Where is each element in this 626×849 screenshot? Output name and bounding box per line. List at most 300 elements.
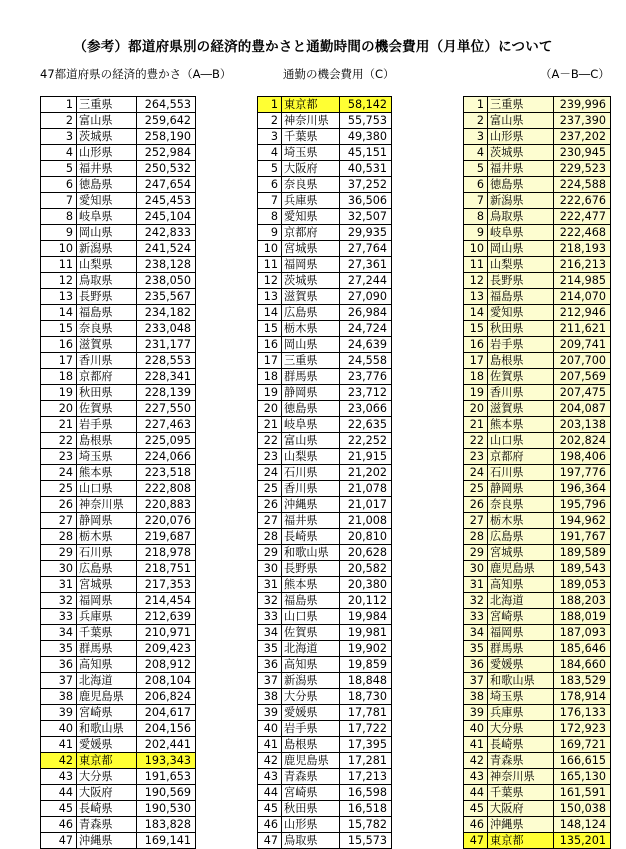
- prefecture-cell: 愛知県: [488, 305, 554, 321]
- value-cell: 178,914: [554, 689, 611, 705]
- rank-cell: 9: [464, 225, 488, 241]
- result-heading: （A－B―C）: [540, 67, 610, 81]
- table-row: [41, 401, 196, 417]
- rank-cell: 11: [258, 257, 282, 273]
- rank-cell: 40: [258, 721, 282, 737]
- prefecture-cell: 奈良県: [488, 497, 554, 513]
- prefecture-cell: 山口県: [282, 609, 340, 625]
- prefecture-cell: 神奈川県: [77, 497, 137, 513]
- table-row: [41, 177, 196, 193]
- table-row: [258, 641, 392, 657]
- table-row: [464, 753, 611, 769]
- rank-cell: 32: [464, 593, 488, 609]
- table-row: [258, 161, 392, 177]
- rank-cell: 22: [41, 433, 77, 449]
- rank-cell: 7: [464, 193, 488, 209]
- value-cell: 208,104: [137, 673, 196, 689]
- prefecture-cell: 鳥取県: [488, 209, 554, 225]
- value-cell: 209,741: [554, 337, 611, 353]
- table-row: [258, 369, 392, 385]
- prefecture-cell: 新潟県: [488, 193, 554, 209]
- rank-cell: 1: [41, 97, 77, 113]
- prefecture-cell: 新潟県: [282, 673, 340, 689]
- table-row: [41, 209, 196, 225]
- prefecture-cell: 千葉県: [77, 625, 137, 641]
- table-row: [41, 817, 196, 833]
- value-cell: 27,764: [340, 241, 392, 257]
- value-cell: 19,981: [340, 625, 392, 641]
- prefecture-cell: 青森県: [488, 753, 554, 769]
- value-cell: 165,130: [554, 769, 611, 785]
- table-row: [464, 641, 611, 657]
- table-row: [464, 113, 611, 129]
- rank-cell: 34: [41, 625, 77, 641]
- table-row: [464, 497, 611, 513]
- prefecture-cell: 長野県: [77, 289, 137, 305]
- table-row: [41, 737, 196, 753]
- value-cell: 172,923: [554, 721, 611, 737]
- rank-cell: 40: [41, 721, 77, 737]
- prefecture-cell: 宮城県: [282, 241, 340, 257]
- table-row: [258, 113, 392, 129]
- rank-cell: 19: [258, 385, 282, 401]
- table-row: [258, 529, 392, 545]
- value-cell: 209,423: [137, 641, 196, 657]
- rank-cell: 46: [464, 817, 488, 833]
- rank-cell: 14: [258, 305, 282, 321]
- prefecture-cell: 兵庫県: [77, 609, 137, 625]
- prefecture-cell: 大阪府: [488, 801, 554, 817]
- table-row: [258, 385, 392, 401]
- prefecture-cell: 三重県: [282, 353, 340, 369]
- value-cell: 222,468: [554, 225, 611, 241]
- rank-cell: 2: [258, 113, 282, 129]
- value-cell: 176,133: [554, 705, 611, 721]
- prefecture-cell: 徳島県: [282, 401, 340, 417]
- rank-cell: 42: [41, 753, 77, 769]
- prefecture-cell: 栃木県: [488, 513, 554, 529]
- value-cell: 212,639: [137, 609, 196, 625]
- table-row: [41, 513, 196, 529]
- rank-cell: 11: [464, 257, 488, 273]
- table-row: [258, 833, 392, 849]
- value-cell: 206,824: [137, 689, 196, 705]
- value-cell: 148,124: [554, 817, 611, 833]
- prefecture-cell: 群馬県: [282, 369, 340, 385]
- value-cell: 183,828: [137, 817, 196, 833]
- table-row: [258, 337, 392, 353]
- prefecture-cell: 岩手県: [282, 721, 340, 737]
- rank-cell: 33: [464, 609, 488, 625]
- table-row: [464, 257, 611, 273]
- rank-cell: 15: [464, 321, 488, 337]
- rank-cell: 23: [41, 449, 77, 465]
- prefecture-cell: 福井県: [282, 513, 340, 529]
- prefecture-cell: 岩手県: [488, 337, 554, 353]
- rank-cell: 29: [464, 545, 488, 561]
- value-cell: 202,824: [554, 433, 611, 449]
- table-row: [464, 545, 611, 561]
- prefecture-cell: 和歌山県: [282, 545, 340, 561]
- table-row: [258, 705, 392, 721]
- prefecture-cell: 愛媛県: [488, 657, 554, 673]
- value-cell: 229,523: [554, 161, 611, 177]
- prefecture-cell: 和歌山県: [77, 721, 137, 737]
- table-row: [41, 833, 196, 849]
- value-cell: 17,722: [340, 721, 392, 737]
- value-cell: 204,156: [137, 721, 196, 737]
- prefecture-cell: 滋賀県: [282, 289, 340, 305]
- value-cell: 212,946: [554, 305, 611, 321]
- value-cell: 188,203: [554, 593, 611, 609]
- rank-cell: 15: [258, 321, 282, 337]
- rank-cell: 20: [41, 401, 77, 417]
- value-cell: 58,142: [340, 97, 392, 113]
- rank-cell: 29: [41, 545, 77, 561]
- value-cell: 161,591: [554, 785, 611, 801]
- prefecture-cell: 高知県: [488, 577, 554, 593]
- table-row: [464, 417, 611, 433]
- prefecture-cell: 兵庫県: [488, 705, 554, 721]
- table-row: [41, 465, 196, 481]
- rank-cell: 35: [258, 641, 282, 657]
- rank-cell: 23: [464, 449, 488, 465]
- table-row: [258, 273, 392, 289]
- table-row: [464, 177, 611, 193]
- prefecture-cell: 愛知県: [77, 193, 137, 209]
- rank-cell: 2: [464, 113, 488, 129]
- value-cell: 214,454: [137, 593, 196, 609]
- rank-cell: 37: [464, 673, 488, 689]
- rank-cell: 31: [258, 577, 282, 593]
- prefecture-cell: 福島県: [282, 593, 340, 609]
- table-row: [41, 785, 196, 801]
- value-cell: 193,343: [137, 753, 196, 769]
- value-cell: 20,628: [340, 545, 392, 561]
- rank-cell: 36: [41, 657, 77, 673]
- value-cell: 245,453: [137, 193, 196, 209]
- value-cell: 231,177: [137, 337, 196, 353]
- prefecture-cell: 栃木県: [282, 321, 340, 337]
- rank-cell: 25: [258, 481, 282, 497]
- table-row: [41, 417, 196, 433]
- value-cell: 259,642: [137, 113, 196, 129]
- rank-cell: 16: [41, 337, 77, 353]
- prefecture-cell: 三重県: [77, 97, 137, 113]
- rank-cell: 9: [41, 225, 77, 241]
- rank-cell: 26: [258, 497, 282, 513]
- table-row: [258, 673, 392, 689]
- prefecture-cell: 京都府: [282, 225, 340, 241]
- value-cell: 183,529: [554, 673, 611, 689]
- table-row: [258, 401, 392, 417]
- value-cell: 20,582: [340, 561, 392, 577]
- value-cell: 250,532: [137, 161, 196, 177]
- value-cell: 197,776: [554, 465, 611, 481]
- value-cell: 195,796: [554, 497, 611, 513]
- rank-cell: 30: [258, 561, 282, 577]
- prefecture-cell: 茨城県: [282, 273, 340, 289]
- value-cell: 196,364: [554, 481, 611, 497]
- prefecture-cell: 静岡県: [488, 481, 554, 497]
- value-cell: 223,518: [137, 465, 196, 481]
- rank-cell: 45: [258, 801, 282, 817]
- value-cell: 19,984: [340, 609, 392, 625]
- table-row: [258, 209, 392, 225]
- rank-cell: 7: [258, 193, 282, 209]
- table-row: [258, 465, 392, 481]
- value-cell: 207,569: [554, 369, 611, 385]
- rank-cell: 38: [258, 689, 282, 705]
- value-cell: 36,506: [340, 193, 392, 209]
- value-cell: 169,721: [554, 737, 611, 753]
- value-cell: 21,915: [340, 449, 392, 465]
- rank-cell: 16: [258, 337, 282, 353]
- value-cell: 239,996: [554, 97, 611, 113]
- table-row: [464, 657, 611, 673]
- table-row: [41, 305, 196, 321]
- prefecture-cell: 石川県: [77, 545, 137, 561]
- rank-cell: 1: [464, 97, 488, 113]
- rank-cell: 31: [464, 577, 488, 593]
- prefecture-cell: 大分県: [282, 689, 340, 705]
- prefecture-cell: 北海道: [488, 593, 554, 609]
- table-row: [41, 193, 196, 209]
- rank-cell: 24: [464, 465, 488, 481]
- rank-cell: 13: [41, 289, 77, 305]
- table-row: [41, 321, 196, 337]
- prefecture-cell: 福井県: [77, 161, 137, 177]
- rank-cell: 10: [41, 241, 77, 257]
- table-row: [258, 513, 392, 529]
- table-row: [258, 225, 392, 241]
- page-title: （参考）都道府県別の経済的豊かさと通勤時間の機会費用（月単位）について: [73, 39, 553, 55]
- table-row: [464, 433, 611, 449]
- prefecture-cell: 栃木県: [77, 529, 137, 545]
- table-row: [41, 481, 196, 497]
- table-row: [41, 721, 196, 737]
- table-row: [41, 753, 196, 769]
- table-row: [41, 593, 196, 609]
- prefecture-cell: 富山県: [488, 113, 554, 129]
- rank-cell: 27: [464, 513, 488, 529]
- value-cell: 189,589: [554, 545, 611, 561]
- table-row: [41, 641, 196, 657]
- table-row: [464, 737, 611, 753]
- prefecture-cell: 福島県: [488, 289, 554, 305]
- prefecture-cell: 岐阜県: [77, 209, 137, 225]
- value-cell: 32,507: [340, 209, 392, 225]
- rank-cell: 41: [258, 737, 282, 753]
- value-cell: 19,902: [340, 641, 392, 657]
- prefecture-cell: 熊本県: [282, 577, 340, 593]
- value-cell: 20,380: [340, 577, 392, 593]
- rank-cell: 31: [41, 577, 77, 593]
- value-cell: 247,654: [137, 177, 196, 193]
- prefecture-cell: 大分県: [488, 721, 554, 737]
- value-cell: 218,978: [137, 545, 196, 561]
- prefecture-cell: 山口県: [488, 433, 554, 449]
- prefecture-cell: 福岡県: [488, 625, 554, 641]
- table-row: [464, 129, 611, 145]
- rank-cell: 20: [464, 401, 488, 417]
- table-row: [464, 705, 611, 721]
- prefecture-cell: 愛媛県: [282, 705, 340, 721]
- value-cell: 55,753: [340, 113, 392, 129]
- table-row: [464, 769, 611, 785]
- value-cell: 17,213: [340, 769, 392, 785]
- table-row: [41, 705, 196, 721]
- prefecture-cell: 宮城県: [77, 577, 137, 593]
- table-row: [258, 561, 392, 577]
- rank-cell: 42: [258, 753, 282, 769]
- table-row: [258, 417, 392, 433]
- rank-cell: 33: [41, 609, 77, 625]
- value-cell: 211,621: [554, 321, 611, 337]
- prefecture-cell: 埼玉県: [77, 449, 137, 465]
- rank-cell: 25: [464, 481, 488, 497]
- table-row: [41, 289, 196, 305]
- value-cell: 169,141: [137, 833, 196, 849]
- rank-cell: 46: [41, 817, 77, 833]
- rank-cell: 6: [464, 177, 488, 193]
- table-row: [464, 161, 611, 177]
- value-cell: 227,463: [137, 417, 196, 433]
- table-row: [258, 129, 392, 145]
- rank-cell: 23: [258, 449, 282, 465]
- value-cell: 21,078: [340, 481, 392, 497]
- rank-cell: 21: [464, 417, 488, 433]
- value-cell: 23,776: [340, 369, 392, 385]
- rank-cell: 8: [41, 209, 77, 225]
- value-cell: 228,341: [137, 369, 196, 385]
- rank-cell: 37: [258, 673, 282, 689]
- table-row: [464, 513, 611, 529]
- value-cell: 214,070: [554, 289, 611, 305]
- value-cell: 189,543: [554, 561, 611, 577]
- value-cell: 24,639: [340, 337, 392, 353]
- rank-cell: 3: [41, 129, 77, 145]
- prefecture-cell: 島根県: [488, 353, 554, 369]
- prefecture-cell: 富山県: [282, 433, 340, 449]
- table-row: [41, 337, 196, 353]
- table-row: [41, 609, 196, 625]
- table-row: [464, 449, 611, 465]
- table-row: [464, 817, 611, 833]
- prefecture-cell: 滋賀県: [77, 337, 137, 353]
- prefecture-cell: 山梨県: [77, 257, 137, 273]
- prefecture-cell: 愛知県: [282, 209, 340, 225]
- value-cell: 22,252: [340, 433, 392, 449]
- table-row: [41, 241, 196, 257]
- rank-cell: 27: [258, 513, 282, 529]
- prefecture-cell: 広島県: [77, 561, 137, 577]
- rank-cell: 14: [464, 305, 488, 321]
- prefecture-cell: 高知県: [77, 657, 137, 673]
- rank-cell: 47: [258, 833, 282, 849]
- value-cell: 224,588: [554, 177, 611, 193]
- rank-cell: 12: [258, 273, 282, 289]
- prefecture-cell: 群馬県: [77, 641, 137, 657]
- value-cell: 18,848: [340, 673, 392, 689]
- rank-cell: 17: [258, 353, 282, 369]
- value-cell: 230,945: [554, 145, 611, 161]
- value-cell: 190,530: [137, 801, 196, 817]
- prefecture-cell: 高知県: [282, 657, 340, 673]
- value-cell: 204,617: [137, 705, 196, 721]
- table-row: [258, 721, 392, 737]
- rank-cell: 47: [41, 833, 77, 849]
- value-cell: 194,962: [554, 513, 611, 529]
- table-row: [258, 241, 392, 257]
- rank-cell: 39: [464, 705, 488, 721]
- commute-table: [257, 96, 392, 849]
- prefecture-cell: 京都府: [488, 449, 554, 465]
- table-row: [258, 769, 392, 785]
- value-cell: 185,646: [554, 641, 611, 657]
- table-row: [41, 369, 196, 385]
- value-cell: 15,782: [340, 817, 392, 833]
- prefecture-cell: 秋田県: [282, 801, 340, 817]
- rank-cell: 26: [464, 497, 488, 513]
- value-cell: 187,093: [554, 625, 611, 641]
- value-cell: 234,182: [137, 305, 196, 321]
- table-row: [464, 97, 611, 113]
- rank-cell: 38: [41, 689, 77, 705]
- table-row: [258, 353, 392, 369]
- value-cell: 27,244: [340, 273, 392, 289]
- value-cell: 207,700: [554, 353, 611, 369]
- table-row: [41, 161, 196, 177]
- prefecture-cell: 香川県: [77, 353, 137, 369]
- value-cell: 224,066: [137, 449, 196, 465]
- table-row: [258, 737, 392, 753]
- table-row: [41, 801, 196, 817]
- table-row: [41, 433, 196, 449]
- value-cell: 15,573: [340, 833, 392, 849]
- value-cell: 203,138: [554, 417, 611, 433]
- table-row: [41, 273, 196, 289]
- rank-cell: 35: [464, 641, 488, 657]
- rank-cell: 43: [41, 769, 77, 785]
- prefecture-cell: 東京都: [488, 833, 554, 849]
- prefecture-cell: 鳥取県: [77, 273, 137, 289]
- table-row: [41, 97, 196, 113]
- value-cell: 45,151: [340, 145, 392, 161]
- table-row: [41, 657, 196, 673]
- prefecture-cell: 福井県: [488, 161, 554, 177]
- prefecture-cell: 長崎県: [77, 801, 137, 817]
- table-row: [464, 785, 611, 801]
- value-cell: 233,048: [137, 321, 196, 337]
- rank-cell: 32: [258, 593, 282, 609]
- value-cell: 17,281: [340, 753, 392, 769]
- rank-cell: 12: [464, 273, 488, 289]
- prefecture-cell: 長崎県: [488, 737, 554, 753]
- value-cell: 27,090: [340, 289, 392, 305]
- rank-cell: 4: [41, 145, 77, 161]
- table-row: [464, 225, 611, 241]
- value-cell: 227,550: [137, 401, 196, 417]
- value-cell: 264,553: [137, 97, 196, 113]
- table-row: [258, 481, 392, 497]
- table-row: [258, 305, 392, 321]
- prefecture-cell: 滋賀県: [488, 401, 554, 417]
- value-cell: 222,676: [554, 193, 611, 209]
- table-row: [41, 625, 196, 641]
- rank-cell: 44: [258, 785, 282, 801]
- rank-cell: 44: [41, 785, 77, 801]
